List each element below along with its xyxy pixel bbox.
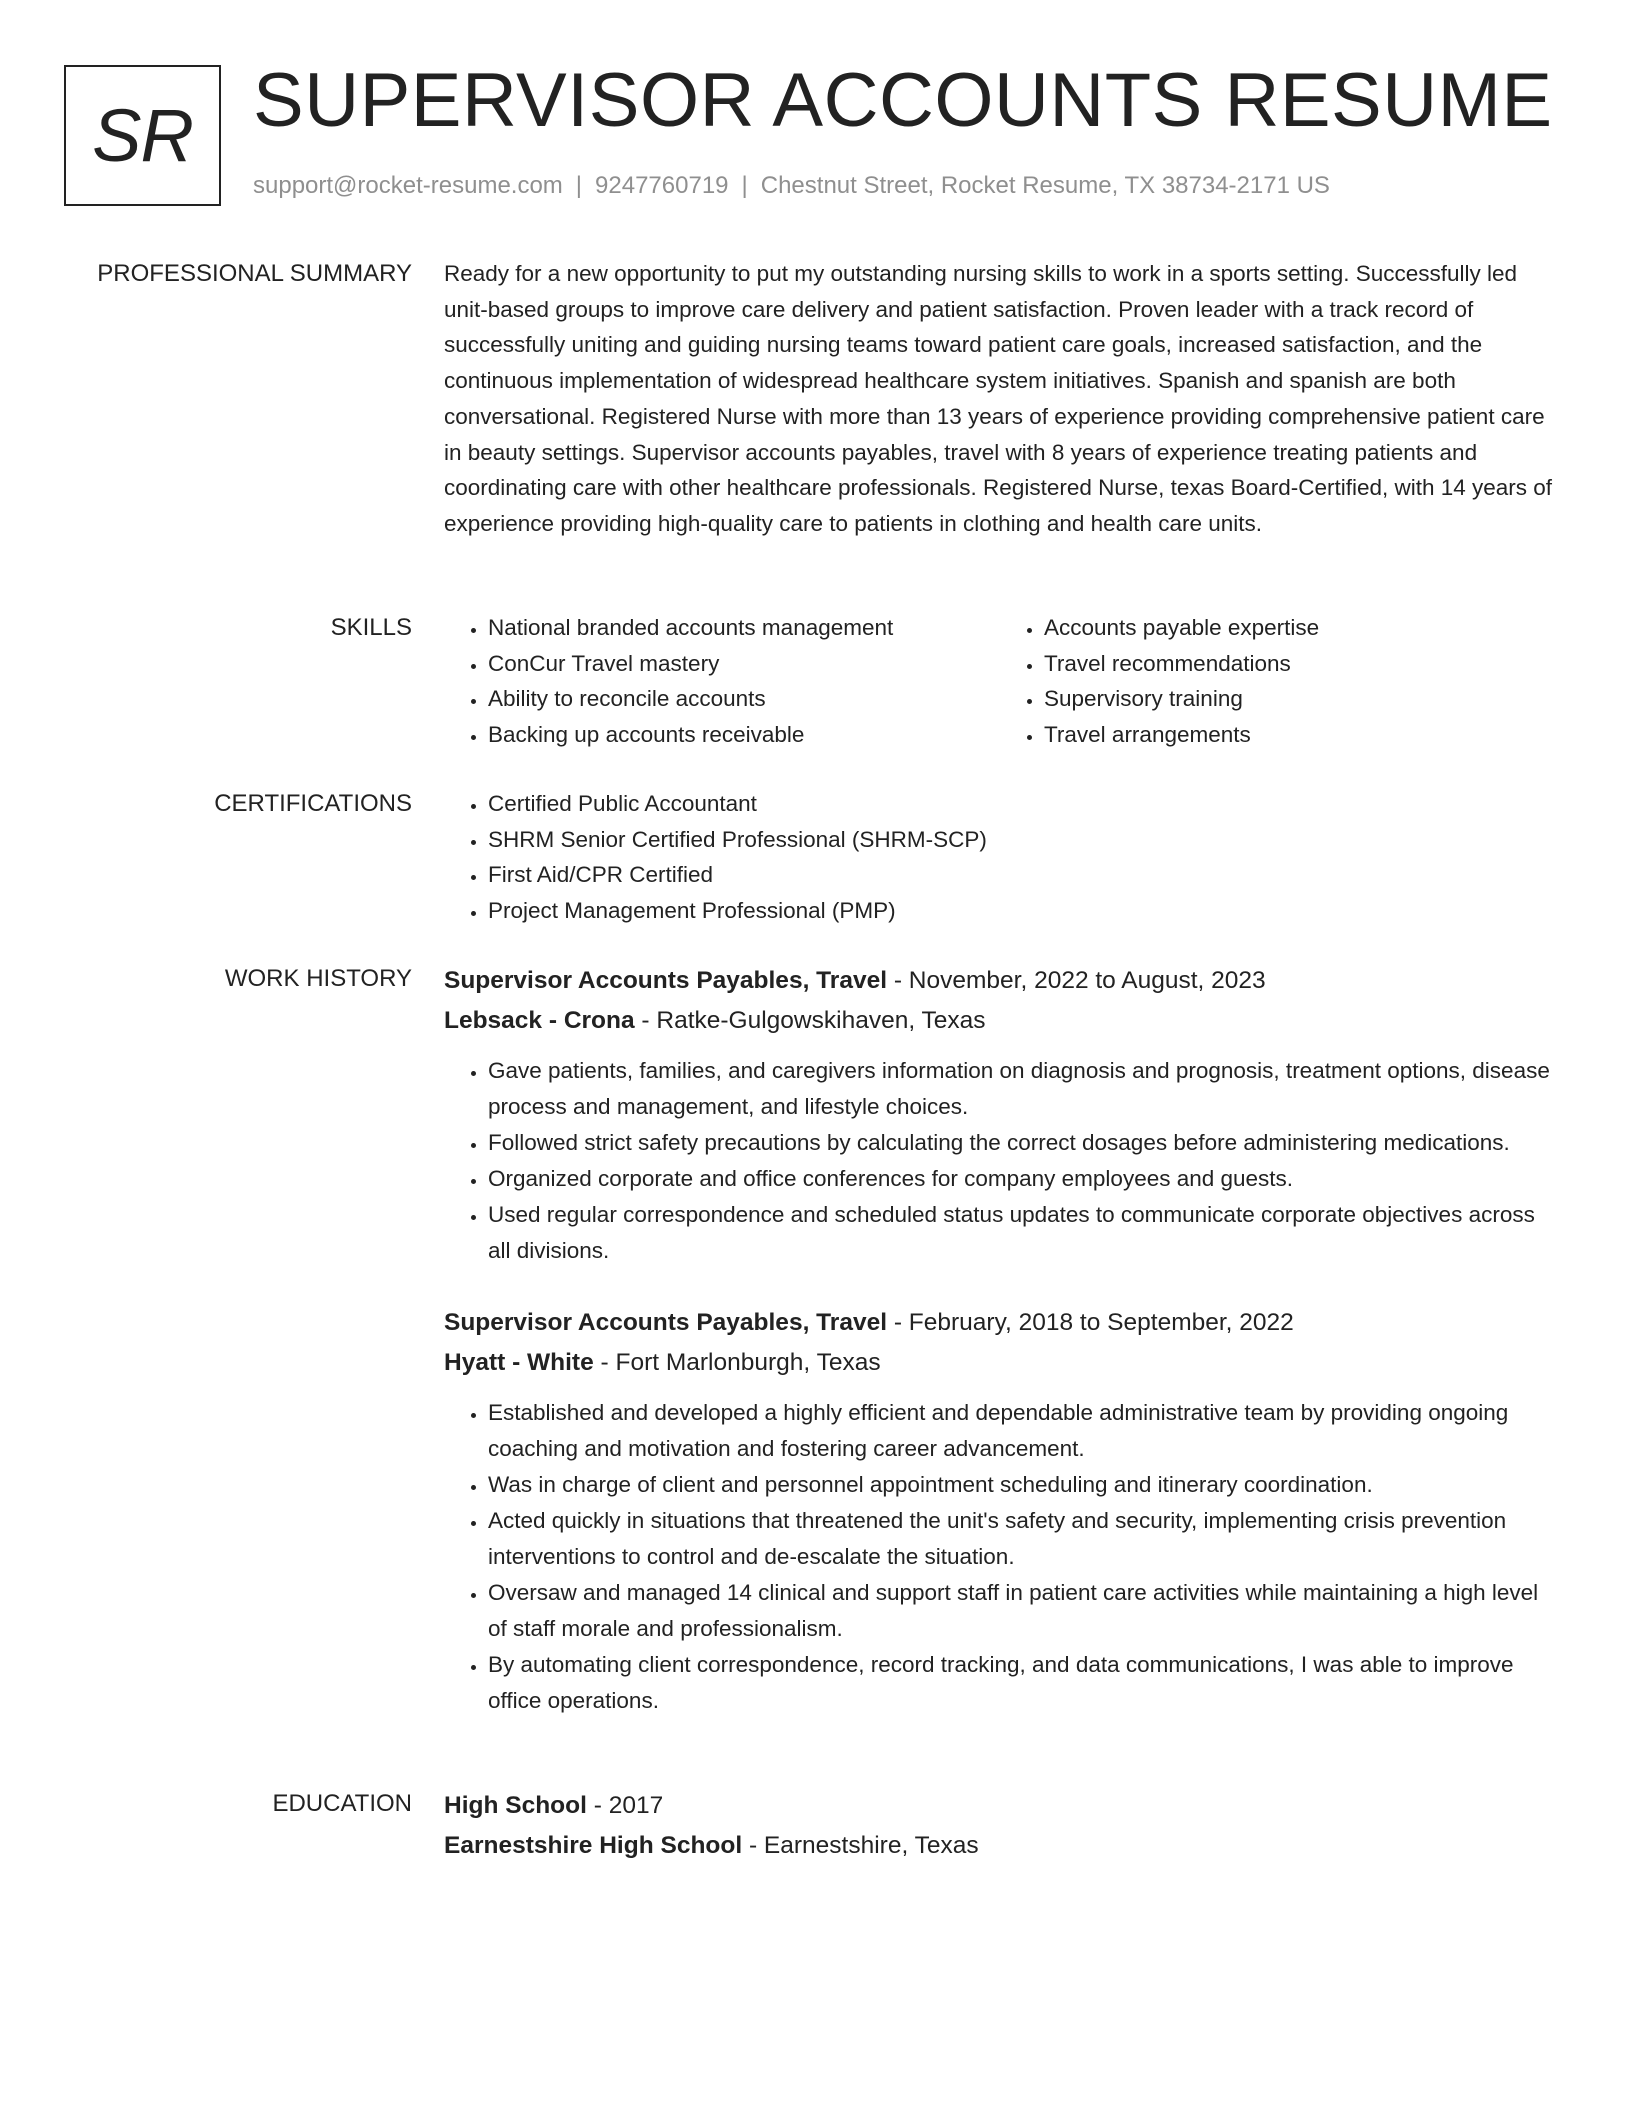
certification-item: • Project Management Professional (PMP)	[488, 893, 1556, 929]
skill-item: • Travel arrangements	[1044, 717, 1556, 753]
summary-text: Ready for a new opportunity to put my outstanding nursing skills to work in a sports setting. Successfully led unit-based groups to improve care delivery and patient satisfaction. Proven leader with a track record of successfully uniting and guiding nursing teams toward patient care goals, increased satisfaction, and the continuous implementation of widespread healthcare system initiatives. Spanish and spanish are both conversational. Registered Nurse with more than 13 years of experience providing comprehensive patient care in beauty settings. Supervisor accounts payables, travel with 8 years of experience treating patients and coordinating care with other healthcare professionals. Registered Nurse, texas Board-Certified, with 14 years of experience providing high-quality care to patients in clothing and health care units.	[444, 261, 1553, 536]
job-bullet: • Organized corporate and office conferences for company employees and guests.	[488, 1161, 1556, 1197]
certification-item: • SHRM Senior Certified Professional (SHRM-SCP)	[488, 822, 1556, 858]
job-bullets	[444, 1395, 1556, 1719]
job-dates: - November, 2022 to August, 2023	[887, 967, 1266, 994]
skills-grid	[444, 610, 1556, 753]
contact-email: support@rocket-resume.com	[253, 172, 563, 199]
resume-title: SUPERVISOR ACCOUNTS RESUME	[253, 58, 1553, 143]
job-bullet: • Oversaw and managed 14 clinical and support staff in patient care activities while maintaining a high level of staff morale and professionalism.	[488, 1575, 1556, 1647]
job-entry	[444, 1303, 1556, 1719]
job-title-line	[444, 961, 1556, 1001]
job-bullets	[444, 1053, 1556, 1269]
contact-separator: |	[741, 172, 748, 199]
certification-item: • Certified Public Accountant	[488, 786, 1556, 822]
skill-item: • National branded accounts management	[488, 610, 1000, 646]
job-location: - Ratke-Gulgowskihaven, Texas	[634, 1007, 986, 1034]
education-location: - Earnestshire, Texas	[742, 1832, 979, 1859]
contact-phone: 9247760719	[595, 172, 729, 199]
skill-item: • Travel recommendations	[1044, 646, 1556, 682]
job-dates: - February, 2018 to September, 2022	[887, 1309, 1294, 1336]
job-bullet: • Was in charge of client and personnel appointment scheduling and itinerary coordination.	[488, 1467, 1556, 1503]
contact-address: Chestnut Street, Rocket Resume, TX 38734-2171 US	[760, 172, 1330, 199]
job-bullet: • Established and developed a highly efficient and dependable administrative team by providing ongoing coaching and motivation and fostering career advancement.	[488, 1395, 1556, 1467]
job-entry	[444, 961, 1556, 1269]
job-bullet: • Followed strict safety precautions by calculating the correct dosages before administering medications.	[488, 1125, 1556, 1161]
summary-heading: PROFESSIONAL SUMMARY	[97, 260, 412, 287]
skill-item: • ConCur Travel mastery	[488, 646, 1000, 682]
certifications-body	[444, 786, 1556, 929]
job-title-line	[444, 1303, 1556, 1343]
work-history-heading: WORK HISTORY	[224, 965, 412, 992]
education-degree-line	[444, 1786, 1556, 1826]
skills-heading: SKILLS	[330, 614, 412, 641]
job-bullet: • Used regular correspondence and scheduled status updates to communicate corporate objectives across all divisions.	[488, 1197, 1556, 1269]
job-company-line	[444, 1343, 1556, 1383]
monogram-box	[64, 65, 221, 206]
skills-list-left	[444, 610, 1000, 753]
education-school: Earnestshire High School	[444, 1832, 743, 1859]
education-heading: EDUCATION	[272, 1790, 412, 1817]
skill-item: • Ability to reconcile accounts	[488, 681, 1000, 717]
education-school-line	[444, 1826, 1556, 1866]
skills-list-right	[1000, 610, 1556, 753]
skill-item: • Backing up accounts receivable	[488, 717, 1000, 753]
contact-line	[253, 172, 1330, 200]
work-history-body	[444, 961, 1556, 1719]
education-degree: High School	[444, 1792, 587, 1819]
job-company-line	[444, 1001, 1556, 1041]
certifications-heading: CERTIFICATIONS	[214, 790, 412, 817]
job-title: Supervisor Accounts Payables, Travel	[444, 967, 888, 994]
job-location: - Fort Marlonburgh, Texas	[593, 1349, 881, 1376]
job-bullet: • Acted quickly in situations that threatened the unit's safety and security, implementing crisis prevention interventions to control and de-escalate the situation.	[488, 1503, 1556, 1575]
job-title: Supervisor Accounts Payables, Travel	[444, 1309, 888, 1336]
job-company: Lebsack - Crona	[444, 1007, 635, 1034]
job-bullet: • Gave patients, families, and caregivers information on diagnosis and prognosis, treatment options, disease process and management, and lifestyle choices.	[488, 1053, 1556, 1125]
skill-item: • Supervisory training	[1044, 681, 1556, 717]
certifications-list	[444, 786, 1556, 929]
education-year: - 2017	[586, 1792, 664, 1819]
monogram-initials: SR	[92, 94, 193, 177]
certification-item: • First Aid/CPR Certified	[488, 857, 1556, 893]
job-bullet: • By automating client correspondence, record tracking, and data communications, I was able to improve office operations.	[488, 1647, 1556, 1719]
education-body	[444, 1786, 1556, 1866]
skill-item: • Accounts payable expertise	[1044, 610, 1556, 646]
job-company: Hyatt - White	[444, 1349, 594, 1376]
contact-separator: |	[575, 172, 583, 199]
